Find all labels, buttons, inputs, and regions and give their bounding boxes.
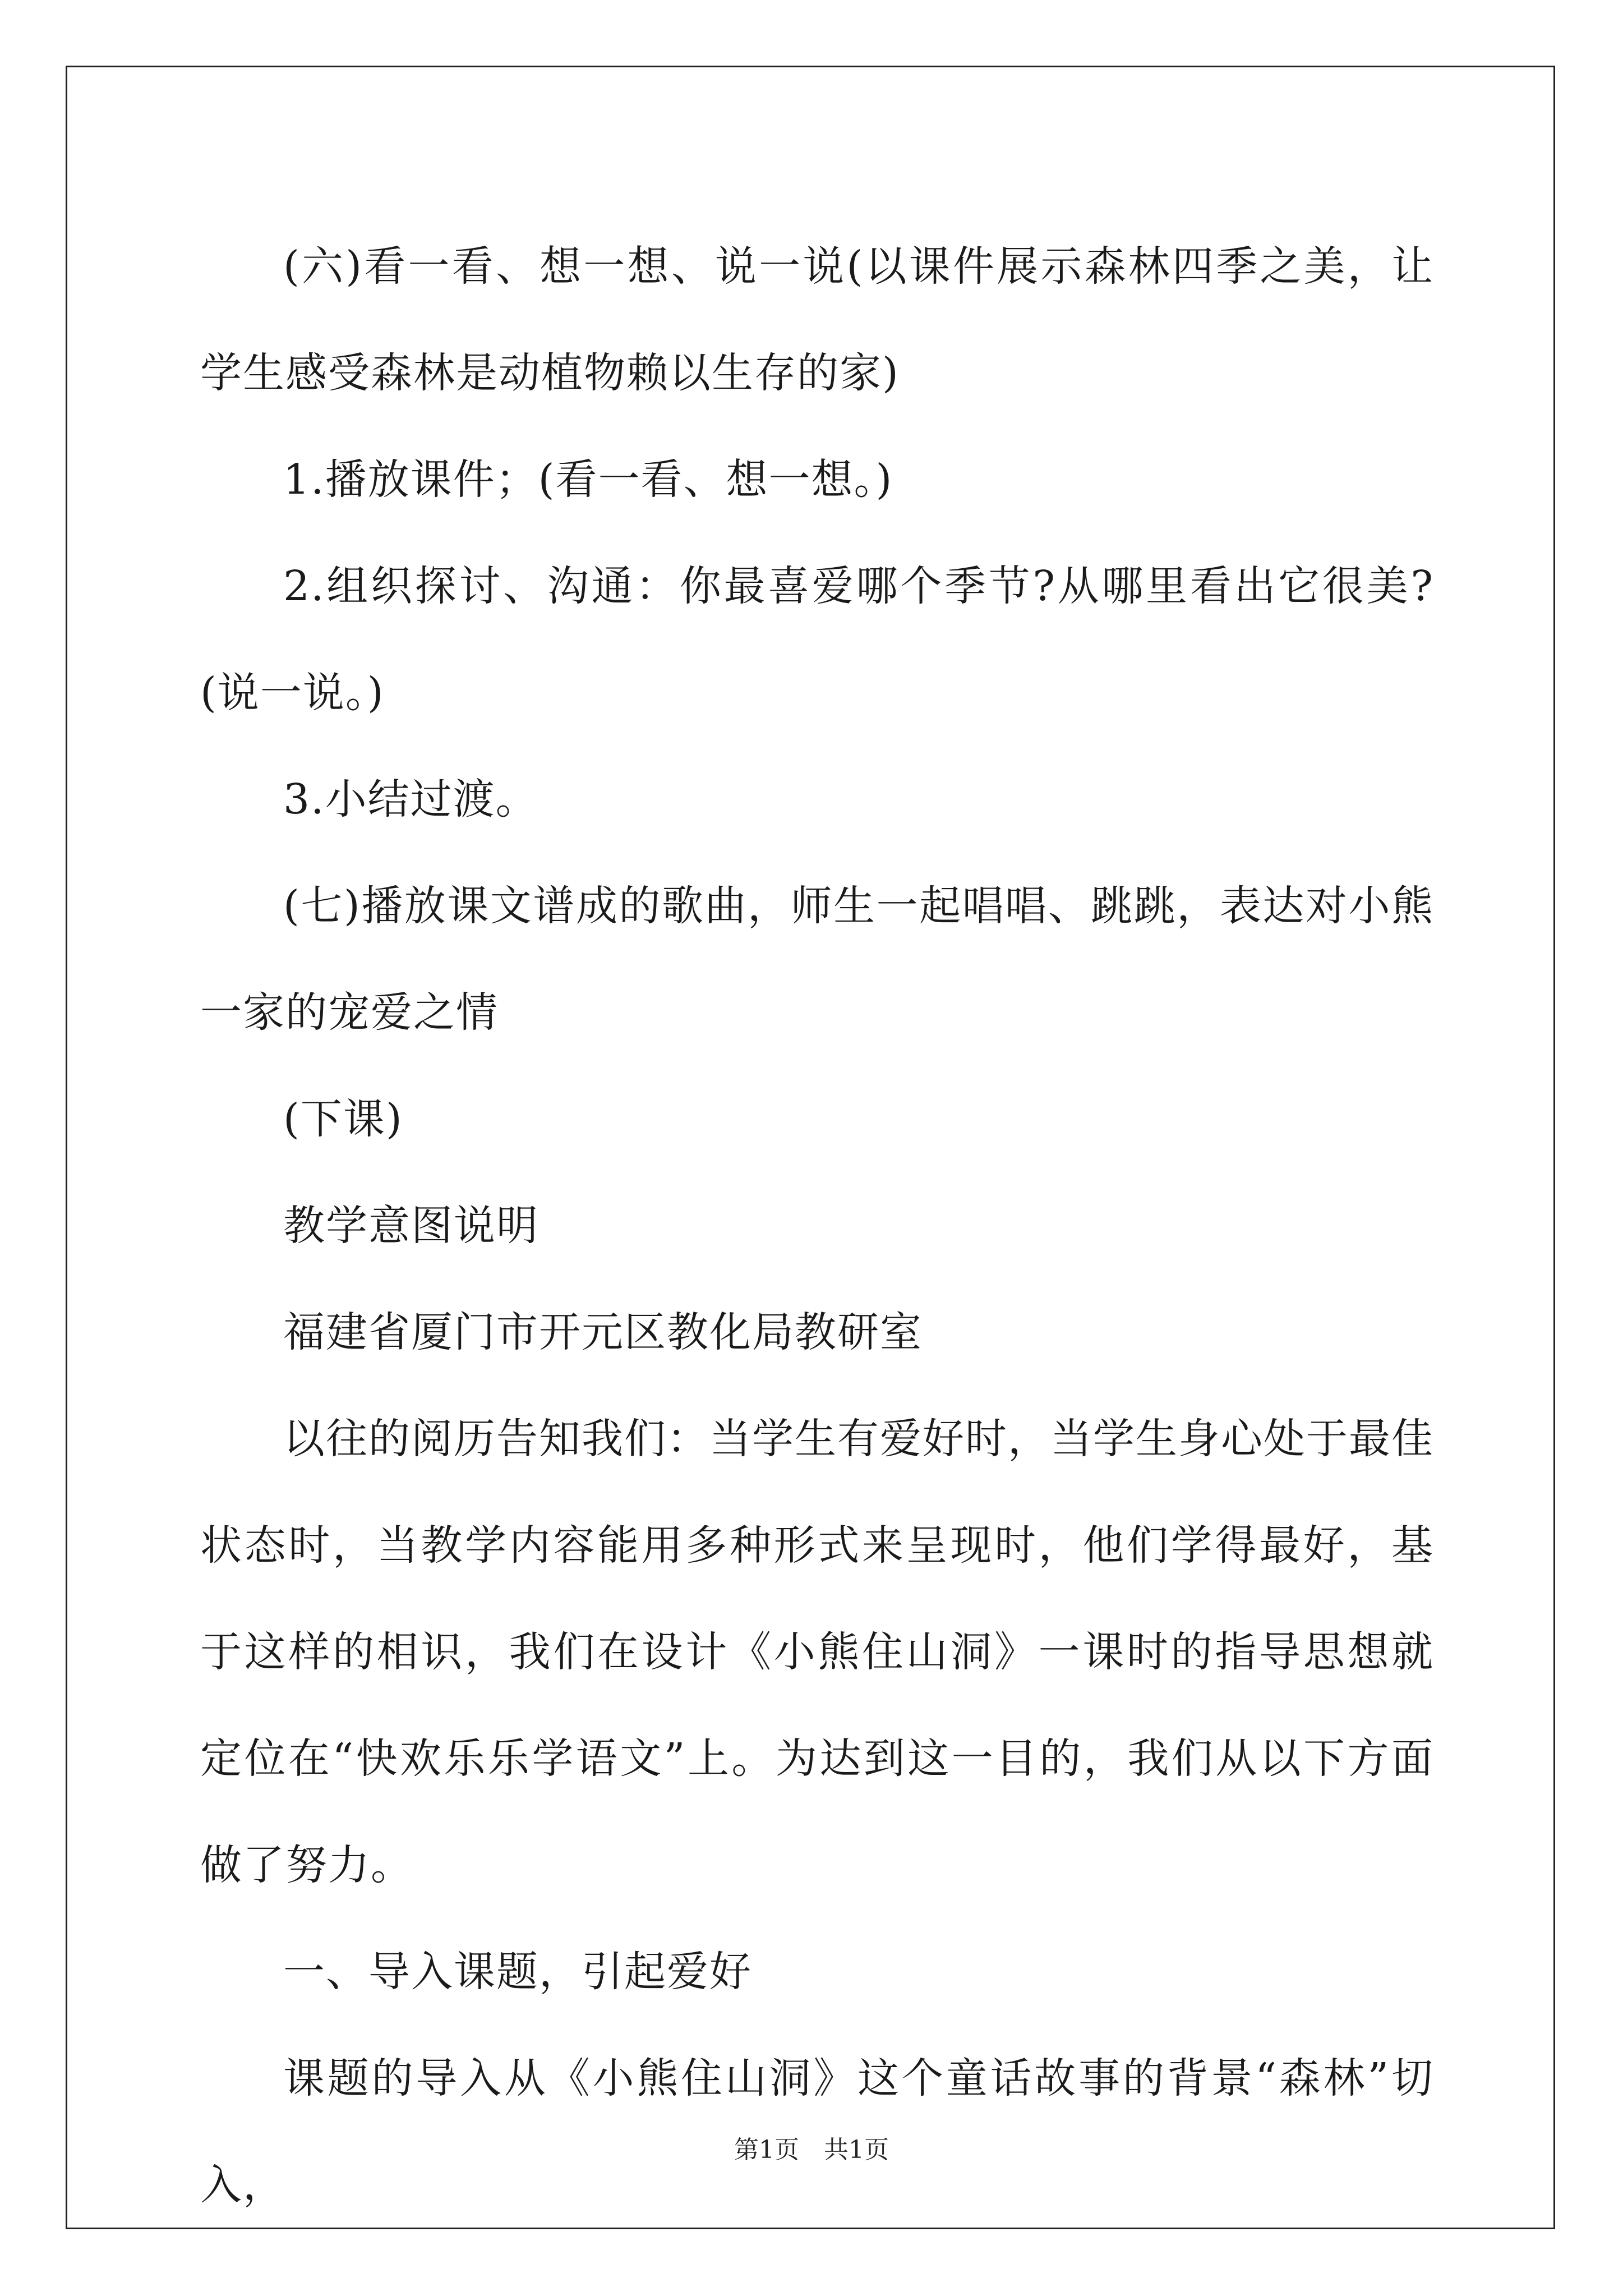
document-body <box>200 213 1434 2238</box>
page-footer <box>0 2129 1623 2165</box>
section-heading: 教学意图说明 <box>283 1202 539 1250</box>
paragraph: 课题的导入从《小熊住山洞》这个童话故事的背景“森林”切入， <box>200 2054 1434 2209</box>
author-affiliation: 福建省厦门市开元区教化局教研室 <box>283 1308 923 1356</box>
paragraph: (六)看一看、想一想、说一说(以课件展示森林四季之美，让学生感受森林是动植物赖以生存的家) <box>200 242 1434 397</box>
page-number-total: 共1页 <box>824 2136 889 2164</box>
paragraph: (下课) <box>283 1095 403 1143</box>
paragraph: 以往的阅历告知我们：当学生有爱好时，当学生身心处于最佳状态时，当教学内容能用多种形式来呈现时，他们学得最好，基于这样的相识，我们在设计《小熊住山洞》一课时的指导思想就定位在“快欢乐乐学语文”上。为达到这一目的，我们从以下方面做了努力。 <box>200 1415 1434 1889</box>
paragraph: 1.播放课件；(看一看、想一想。) <box>283 455 893 504</box>
paragraph: 3.小结过渡。 <box>283 775 538 823</box>
section-heading: 一、导入课题，引起爱好 <box>283 1948 752 1996</box>
page-number-current: 第1页 <box>734 2136 799 2164</box>
paragraph: (七)播放课文谱成的歌曲，师生一起唱唱、跳跳，表达对小熊一家的宠爱之情 <box>200 882 1434 1037</box>
paragraph: 2.组织探讨、沟通：你最喜爱哪个季节?从哪里看出它很美?(说一说。) <box>200 562 1434 717</box>
